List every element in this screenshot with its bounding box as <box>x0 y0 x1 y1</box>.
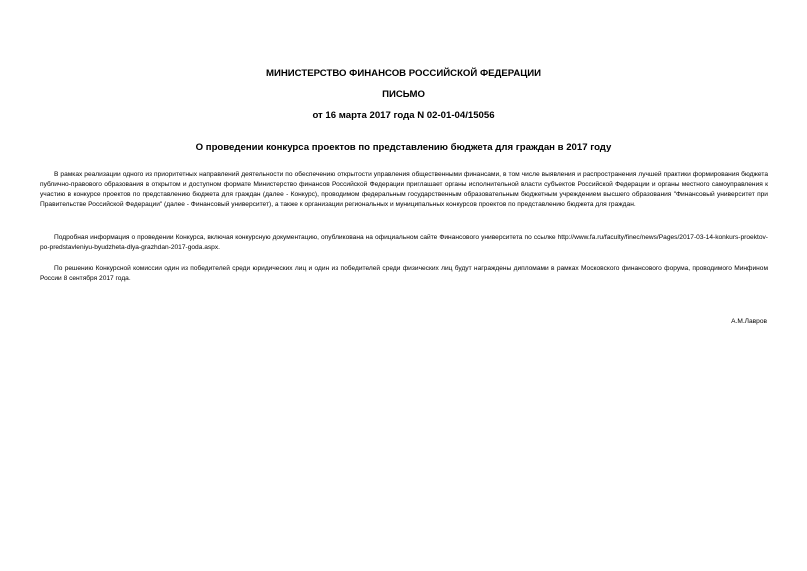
ministry-name: МИНИСТЕРСТВО ФИНАНСОВ РОССИЙСКОЙ ФЕДЕРАЦИИ <box>265 68 542 79</box>
body-paragraph-2: Подробная информация о проведении Конкурса, включая конкурсную документацию, опубликована на официальном сайте Финансового университета по ссылке http://www.fa.ru/faculty/finec/news/Pages/2017-03-14-konkurs-proektov-po-predstavleniyu-byudzheta-dlya-grazhdan-2017-goda.aspx. <box>40 234 768 251</box>
signature-name: А.М.Лавров <box>731 318 767 325</box>
body-paragraph-3: По решению Конкурсной комиссии один из победителей среди юридических лиц и один из победителей среди физических лиц будут награждены дипломами в рамках Московского финансового форума, проводимого Минфином России 8 сентября 2017 года. <box>40 265 768 282</box>
body-paragraph-1: В рамках реализации одного из приоритетных направлений деятельности по обеспечению открытости управления общественными финансами, в том числе выявления и распространения лучшей практики формирования бюджета публично-правового образования в открытом и доступном формате Министерство финансов Российской Федерации приглашает органы исполнительной власти субъектов Российской Федерации и органы местного самоуправления к участию в конкурсе проектов по представлению бюджета для граждан (далее - Конкурс), проводимом федеральным государственным образовательным бюджетным учреждением высшего образования "Финансовый университет при Правительстве Российской Федерации" (далее - Финансовый университет), а также к организации региональных и муниципальных конкурсов проектов по представлению бюджета для граждан. <box>40 171 768 208</box>
document-subject: О проведении конкурса проектов по представлению бюджета для граждан в 2017 году <box>195 142 612 153</box>
document-type: ПИСЬМО <box>382 89 425 100</box>
document-date-number: от 16 марта 2017 года N 02-01-04/15056 <box>312 110 495 121</box>
